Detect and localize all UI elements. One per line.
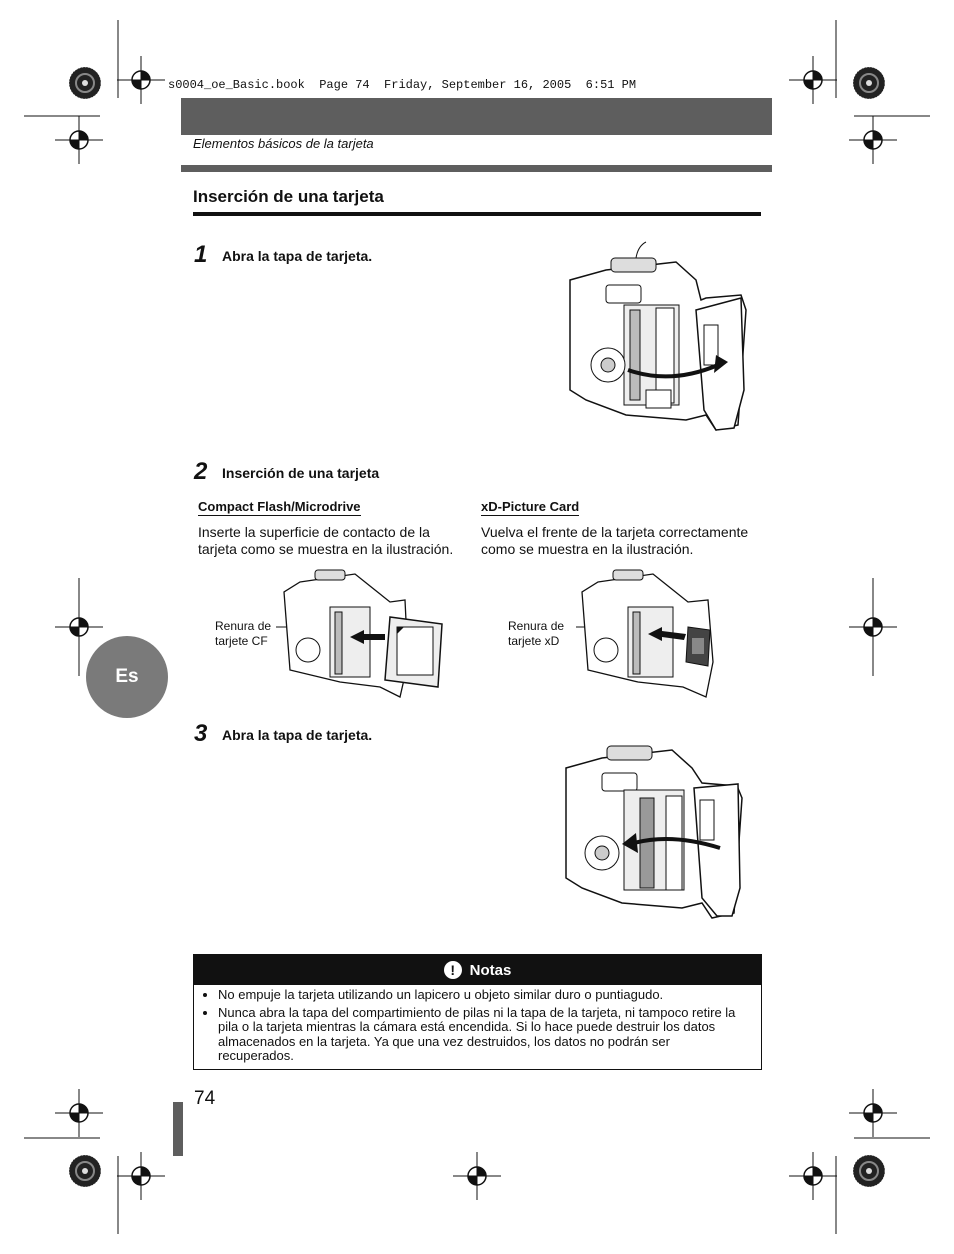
running-head: Elementos básicos de la tarjeta bbox=[193, 136, 374, 151]
notes-list bbox=[194, 988, 761, 1064]
xd-callout-line1: Renura de bbox=[508, 619, 565, 633]
step-3-number: 3 bbox=[194, 720, 208, 747]
camera-open-cover-illustration bbox=[566, 240, 766, 440]
cf-callout-line1: Renura de bbox=[215, 619, 272, 633]
xd-callout-line2: tarjete xD bbox=[508, 634, 560, 648]
language-tab: Es bbox=[86, 636, 168, 718]
section-title: Inserción de una tarjeta bbox=[193, 187, 384, 206]
cf-insert-illustration bbox=[280, 562, 450, 697]
cf-callout-line2: tarjete CF bbox=[215, 634, 268, 648]
file-info-line: s0004_oe_Basic.book Page 74 Friday, September 16, 2005 6:51 PM bbox=[168, 78, 637, 92]
notes-item-2: • Nunca abra la tapa del compartimiento de pilas ni la tapa de la tarjeta, ni tampoco retire la pila o la tarjeta mientras la cámara está encendida. Si lo hace puede destruir los datos almacenados en la tarjeta. Ya que una vez destruidos, los datos no podrán ser recuperados. bbox=[218, 1006, 749, 1064]
cf-text: Inserte la superficie de contacto de la tarjeta como se muestra en la ilustración. bbox=[198, 524, 454, 557]
notes-header bbox=[194, 955, 761, 985]
step-1-number: 1 bbox=[194, 241, 208, 268]
camera-close-cover-illustration bbox=[562, 738, 747, 920]
cf-title: Compact Flash/Microdrive bbox=[198, 499, 361, 514]
header-bar bbox=[181, 98, 772, 135]
notes-item-1: • No empuje la tarjeta utilizando un lapicero u objeto similar duro o puntiagudo. bbox=[218, 988, 749, 1003]
exclamation-icon: ! bbox=[444, 961, 462, 979]
step-2-text: Inserción de una tarjeta bbox=[222, 465, 380, 481]
xd-text: Vuelva el frente de la tarjeta correctamente como se muestra en la ilustración. bbox=[481, 524, 749, 557]
page-number: 74 bbox=[194, 1088, 216, 1109]
step-2-number: 2 bbox=[194, 458, 208, 485]
xd-title: xD-Picture Card bbox=[481, 499, 580, 514]
xd-insert-illustration bbox=[578, 562, 738, 697]
notes-title: Notas bbox=[469, 961, 512, 979]
cf-callout bbox=[215, 619, 271, 649]
step-1-text: Abra la tapa de tarjeta. bbox=[222, 248, 373, 264]
section-rule bbox=[193, 212, 761, 216]
page-number-bar bbox=[173, 1102, 183, 1156]
notes-box bbox=[193, 954, 762, 1070]
step-3-text: Abra la tapa de tarjeta. bbox=[222, 727, 373, 743]
xd-callout bbox=[508, 619, 564, 649]
header-rule bbox=[181, 165, 772, 172]
